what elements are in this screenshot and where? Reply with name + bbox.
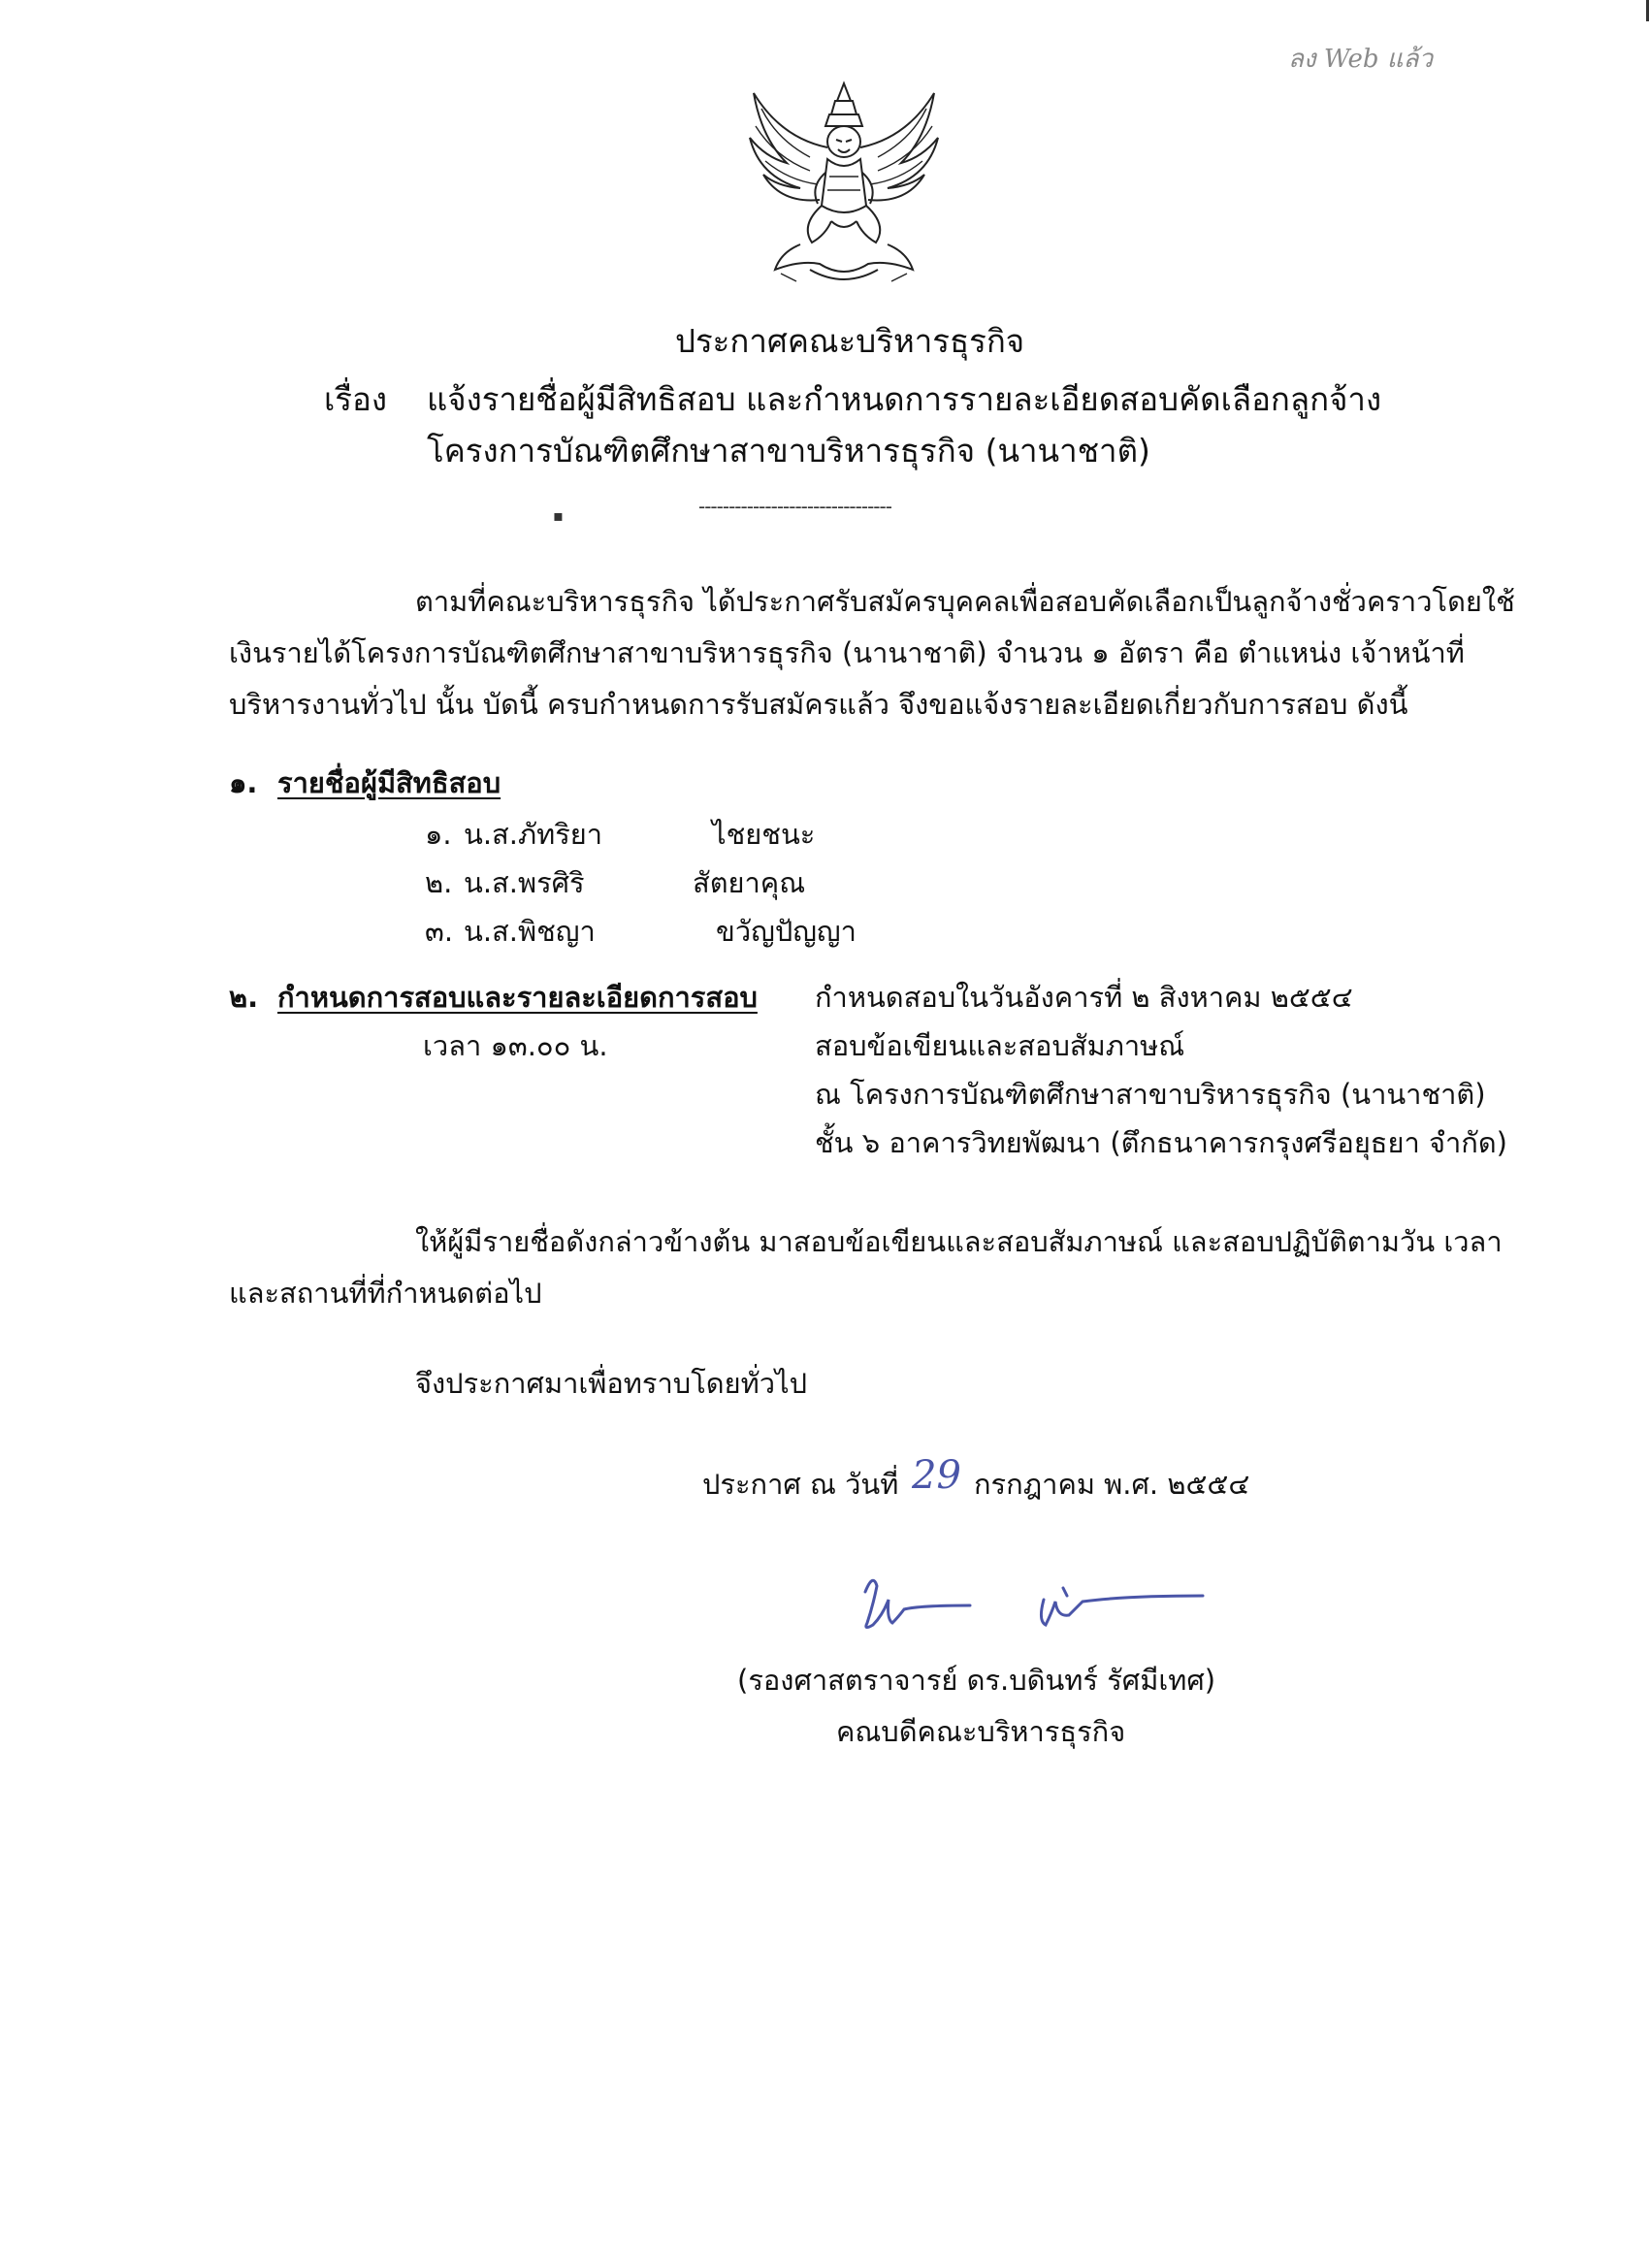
closing-text: จึงประกาศมาเพื่อทราบโดยทั่วไป	[415, 1367, 807, 1400]
header-dot: ▪	[553, 506, 564, 525]
garuda-emblem-icon	[742, 80, 946, 293]
instruction-line-1: ให้ผู้มีรายชื่อดังกล่าวข้างต้น มาสอบข้อเขียนและสอบสัมภาษณ์ และสอบปฏิบัติตามวัน เวลา	[415, 1225, 1503, 1258]
candidate-3-first: น.ส.พิชญา	[464, 915, 596, 948]
candidate-3-index: ๓.	[425, 915, 454, 948]
intro-line-3: บริหารงานทั่วไป นั้น บัดนี้ ครบกำหนดการรับสมัครแล้ว จึงขอแจ้งรายละเอียดเกี่ยวกับการสอบ ดังนี้	[229, 688, 1408, 721]
exam-detail-building: ชั้น ๖ อาคารวิทยพัฒนา (ตึกธนาคารกรุงศรีอยุธยา จำกัด)	[815, 1126, 1507, 1159]
exam-detail-type: สอบข้อเขียนและสอบสัมภาษณ์	[815, 1029, 1185, 1062]
announcement-day: 29	[912, 1453, 961, 1498]
section1-number: ๑.	[229, 766, 258, 799]
announcement-prefix: ประกาศ ณ วันที่	[702, 1468, 899, 1501]
candidate-2-last: สัตยาคุณ	[693, 866, 806, 899]
signatory-position: คณบดีคณะบริหารธุรกิจ	[836, 1715, 1126, 1748]
section2-number: ๒.	[229, 981, 259, 1014]
candidate-2-index: ๒.	[425, 866, 453, 899]
page-title: ประกาศคณะบริหารธุรกิจ	[675, 322, 1025, 360]
candidate-1-first: น.ส.ภัทริยา	[464, 818, 603, 851]
candidate-3-last: ขวัญปัญญา	[716, 915, 857, 948]
exam-detail-date: กำหนดสอบในวันอังคารที่ ๒ สิงหาคม ๒๕๕๔	[815, 981, 1353, 1014]
section1-heading: รายชื่อผู้มีสิทธิสอบ	[277, 766, 501, 799]
header-divider: --------------------------------	[698, 495, 891, 518]
subject-label: เรื่อง	[324, 380, 387, 418]
signature-icon	[844, 1567, 1212, 1644]
instruction-line-2: และสถานที่ที่กำหนดต่อไป	[229, 1277, 542, 1310]
section2-heading: กำหนดการสอบและรายละเอียดการสอบ	[277, 981, 758, 1014]
web-posted-note: ลง Web แล้ว	[1288, 45, 1434, 74]
subject-line-2: โครงการบัณฑิตศึกษาสาขาบริหารธุรกิจ (นานาชาติ)	[427, 432, 1150, 470]
exam-time: เวลา ๑๓.๐๐ น.	[423, 1029, 608, 1062]
candidate-1-index: ๑.	[425, 818, 452, 851]
subject-line-1: แจ้งรายชื่อผู้มีสิทธิสอบ และกำหนดการรายละเอียดสอบคัดเลือกลูกจ้าง	[427, 380, 1382, 418]
candidate-2-first: น.ส.พรศิริ	[464, 866, 585, 899]
exam-detail-venue: ณ โครงการบัณฑิตศึกษาสาขาบริหารธุรกิจ (นานาชาติ)	[815, 1078, 1486, 1111]
announcement-suffix: กรกฎาคม พ.ศ. ๒๕๕๔	[974, 1468, 1250, 1501]
candidate-1-last: ไชยชนะ	[712, 818, 816, 851]
signatory-name: (รองศาสตราจารย์ ดร.บดินทร์ รัศมีเทศ)	[737, 1664, 1216, 1697]
intro-line-2: เงินรายได้โครงการบัณฑิตศึกษาสาขาบริหารธุรกิจ (นานาชาติ) จำนวน ๑ อัตรา คือ ตำแหน่ง เจ้าหน้าที่	[229, 636, 1465, 669]
intro-line-1: ตามที่คณะบริหารธุรกิจ ได้ประกาศรับสมัครบุคคลเพื่อสอบคัดเลือกเป็นลูกจ้างชั่วคราวโดยใช้	[415, 585, 1515, 618]
